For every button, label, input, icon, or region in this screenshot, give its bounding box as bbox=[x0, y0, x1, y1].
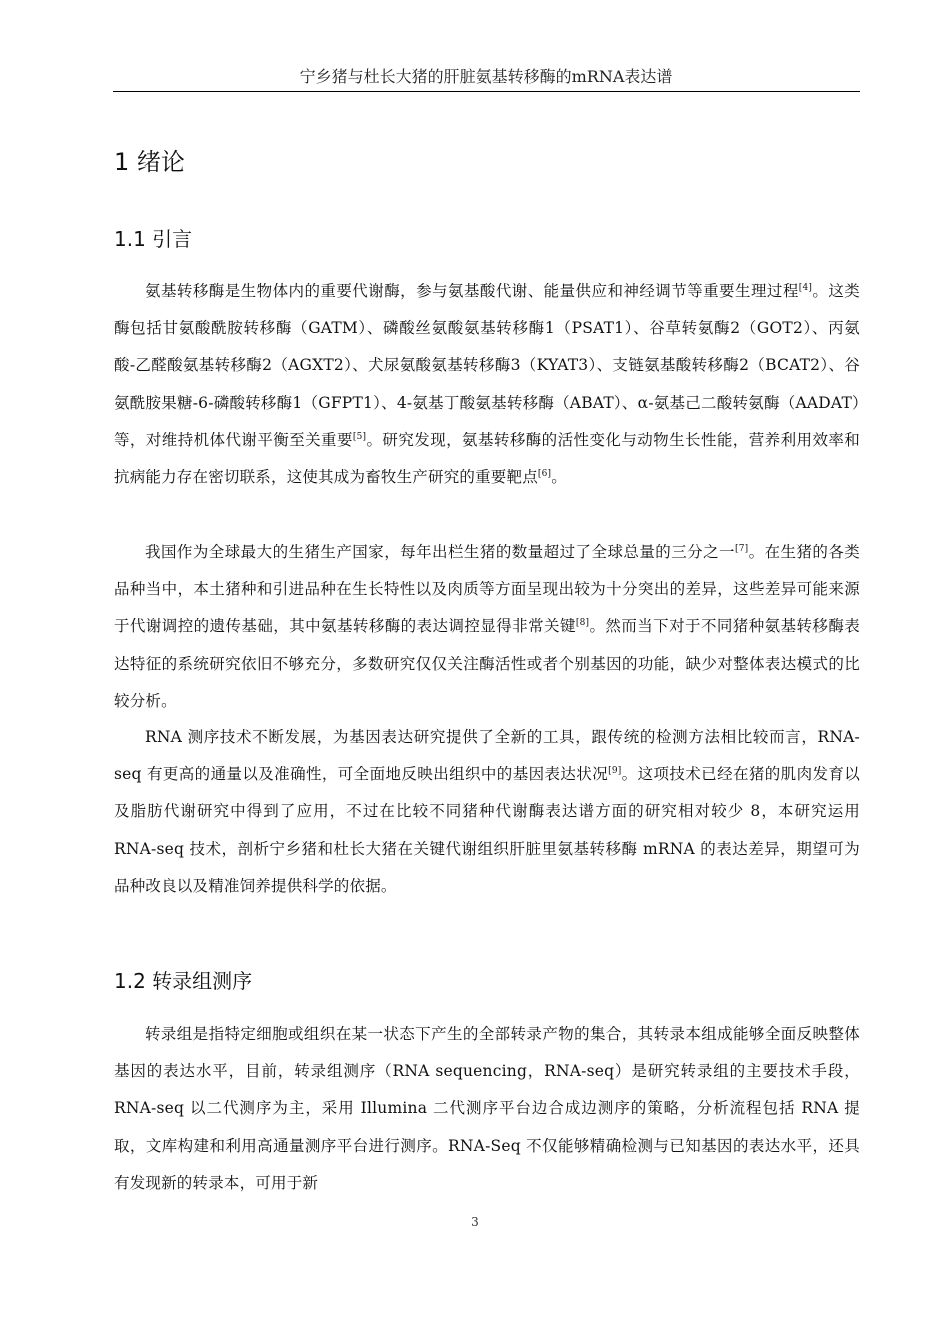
paragraph-text: 。这项技术已经在猪的肌肉发育以及脂肪代谢研究中得到了应用，不过在比较不同猪种代谢酶表达谱方面的研究相对较少 8，本研究运用 RNA-seq 技术，剖析宁乡猪和杜长大猪在关键代谢组织肝脏里氨基转移酶 mRNA 的表达差异，期望可为品种改良以及精准饲养提供科学的依据。 bbox=[114, 765, 860, 895]
running-header: 宁乡猪与杜长大猪的肝脏氨基转移酶的mRNA表达谱 bbox=[299, 67, 673, 86]
paragraph-transcriptome-definition bbox=[114, 1016, 860, 1202]
paragraph-pig-production bbox=[114, 534, 860, 720]
paragraph-text: 。然而当下对于不同猪种氨基转移酶表达特征的系统研究依旧不够充分，多数研究仅仅关注酶活性或者个别基因的功能，缺少对整体表达模式的比较分析。 bbox=[114, 617, 860, 710]
paragraph-text: 。研究发现，氨基转移酶的活性变化与动物生长性能，营养利用效率和抗病能力存在密切联系，这使其成为畜牧生产研究的重要靶点 bbox=[114, 430, 860, 487]
citation-ref: [7] bbox=[735, 544, 749, 554]
section-title-introduction: 1.1 引言 bbox=[114, 227, 193, 251]
citation-ref: [4] bbox=[798, 283, 813, 293]
paragraph-text: 。 bbox=[551, 468, 567, 487]
paragraph-text: 。在生猪的各类品种当中，本土猪种和引进品种在生长特性以及肉质等方面呈现出较为十分突出的差异，这些差异可能来源于代谢调控的遗传基础，其中氨基转移酶的表达调控显得非常关键 bbox=[114, 543, 860, 636]
header-rule bbox=[113, 91, 860, 92]
chapter-title: 1 绪论 bbox=[114, 148, 185, 176]
page-number: 3 bbox=[471, 1215, 479, 1229]
section-title-transcriptome-sequencing: 1.2 转录组测序 bbox=[114, 969, 253, 993]
paragraph-aminotransferase-overview bbox=[114, 273, 860, 496]
paragraph-text: 转录组是指特定细胞或组织在某一状态下产生的全部转录产物的集合，其转录本组成能够全面反映整体基因的表达水平，目前，转录组测序（RNA sequencing，RNA-seq）是研究转录组的主要技术手段，RNA-seq 以二代测序为主，采用 Illumina 二代测序平台边合成边测序的策略，分析流程包括 RNA 提取，文库构建和利用高通量测序平台进行测序。RNA-Seq 不仅能够精确检测与已知基因的表达水平，还具有发现新的转录本，可用于新 bbox=[114, 1025, 860, 1192]
paragraph-text: 。这类酶包括甘氨酸酰胺转移酶（GATM）、磷酸丝氨酸氨基转移酶1（PSAT1）、谷草转氨酶2（GOT2）、丙氨酸-乙醛酸氨基转移酶2（AGXT2）、犬尿氨酸氨基转移酶3（KYAT3）、支链氨基酸转移酶2（BCAT2）、谷氨酰胺果糖-6-磷酸转移酶1（GFPT1）、4-氨基丁酸氨基转移酶（ABAT）、α-氨基己二酸转氨酶（AADAT）等，对维持机体代谢平衡至关重要 bbox=[114, 282, 860, 449]
citation-ref: [9] bbox=[608, 766, 622, 777]
paragraph-text: RNA 测序技术不断发展，为基因表达研究提供了全新的工具，跟传统的检测方法相比较而言，RNA-seq 有更高的通量以及准确性，可全面地反映出组织中的基因表达状况 bbox=[114, 728, 860, 784]
citation-ref: [6] bbox=[537, 469, 552, 480]
paragraph-text: 氨基转移酶是生物体内的重要代谢酶，参与氨基酸代谢、能量供应和神经调节等重要生理过程 bbox=[145, 282, 799, 300]
citation-ref: [5] bbox=[352, 431, 367, 442]
paragraph-rna-seq-study bbox=[114, 719, 860, 905]
citation-ref: [8] bbox=[575, 618, 590, 629]
paragraph-text: 我国作为全球最大的生猪生产国家，每年出栏生猪的数量超过了全球总量的三分之一 bbox=[145, 543, 736, 561]
